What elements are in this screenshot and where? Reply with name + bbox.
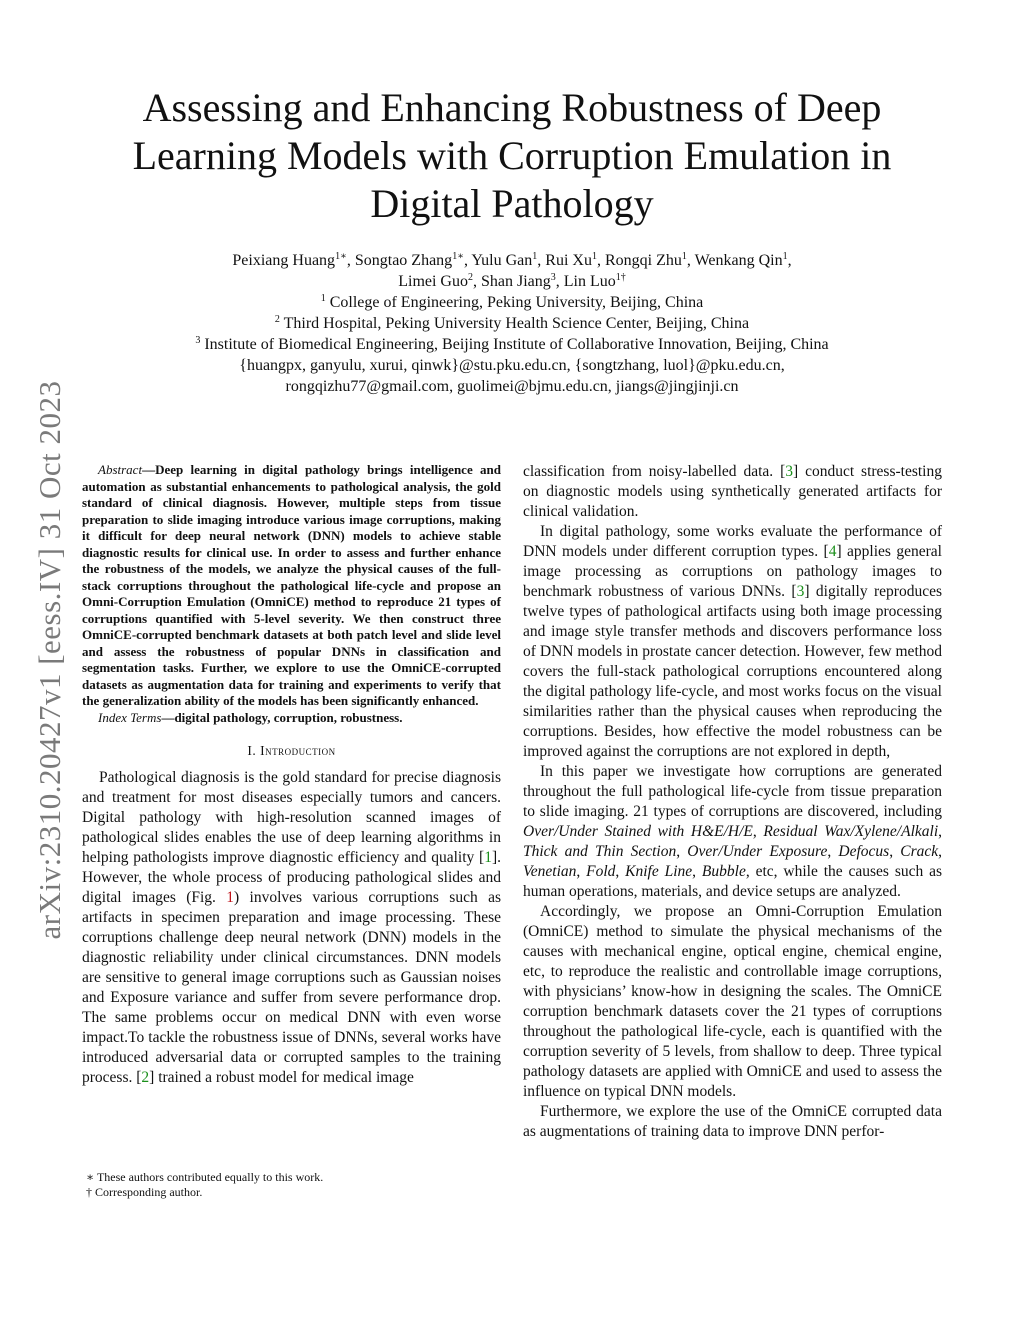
citation-link[interactable]: 1: [484, 849, 492, 866]
author-name: Wenkang Qin: [694, 252, 783, 269]
separator: ,: [615, 863, 626, 880]
abstract-text: —Deep learning in digital pathology brings intelligence and automation as substantial enhancements to pathological analysis, the gold standard of clinical diagnosis. However, multiple steps from tissue preparation to slide imaging introduce various image corruptions, making it difficult for deep neural network (DNN) models to achieve stable diagnostic results for clinical use. In order to assess and further enhance the robustness of the models, we analyze the physical causes of the full-stack corruptions throughout the pathological life-cycle and propose an Omni-Corruption Emulation (OmniCE) method to reproduce 21 types of corruptions quantified with 5-level severity. We then construct three OmniCE-corrupted benchmark datasets at both patch level and slide level and assess the robustness of popular DNNs in classification and segmentation tasks. Further, we explore to use the OmniCE-corrupted datasets as augmentation data for training and experiments to verify that the generalization ability of the models has been significantly enhanced.: [82, 462, 501, 708]
separator: ,: [938, 843, 942, 860]
separator: ,: [692, 863, 702, 880]
author-name: Peixiang Huang: [232, 252, 336, 269]
paragraph-text: ] digitally reproduces twelve types of pathological artifacts using both image processing and image style transfer methods and discovers performance loss of DNN models in prostate cancer detection. However, few method covers the full-stack pathological corruptions encountered along the digital pathology life-cycle, and most works focus on the visual similarities rather than the physical causes when reproducing the corruptions. Besides, how effective the model robustness can be improved against the corruptions are not explored in depth,: [523, 583, 942, 760]
affiliation-mark: 3: [195, 335, 201, 346]
figure-link[interactable]: 1: [226, 889, 235, 906]
author-mark: 1: [782, 251, 788, 262]
footnote-mark: ∗: [86, 1170, 95, 1184]
right-column: [523, 462, 942, 1142]
author-emails-2: rongqizhu77@gmail.com, guolimei@bjmu.edu.cn, jiangs@jingjinji.cn: [285, 378, 739, 395]
corruption-term: Defocus: [838, 843, 890, 860]
author-name: Songtao Zhang: [354, 252, 453, 269]
corruption-term: Venetian: [523, 863, 577, 880]
author-mark: 1: [532, 251, 538, 262]
author-name: Limei Guo: [398, 273, 468, 290]
corruption-term: Knife Line: [625, 863, 693, 880]
footnote-text: These authors contributed equally to this work.: [96, 1170, 324, 1184]
paragraph-text: ) involves various corruptions such as artifacts in specimen preparation and image processing. These corruptions challenge deep neural network (DNN) models in the diagnostic reliability under clinical circumstances. DNN models are sensitive to general image corruptions such as Gaussian noises and Exposure variance and suffer from severe performance drop. The same problems occur on medical DNN with even worse impact.To tackle the robustness issue of DNNs, several works have introduced adversarial data or corrupted samples to the training process. [: [82, 889, 501, 1086]
author-mark: 1: [591, 251, 597, 262]
affiliation-text: Third Hospital, Peking University Health Science Center, Beijing, China: [283, 315, 750, 332]
intro-paragraph-4: Accordingly, we propose an Omni-Corruption Emulation (OmniCE) method to simulate the physical mechanisms of the causes with mechanical engine, optical engine, chemical engine, etc, to reproduce the realistic and controllable image corruptions, with physicians’ know-how in designing the scales. The OmniCE corruption benchmark datasets cover the 21 types of corruptions throughout the pathological life-cycle, each is quantified with the corruption severity of 5 levels, from shallow to deep. Three typical pathology datasets are applied with OmniCE and used to assess the influence on typical DNN models.: [523, 903, 942, 1100]
author-mark: 2: [467, 272, 473, 283]
footnote-text: Corresponding author.: [95, 1185, 203, 1199]
author-mark: 3: [550, 272, 556, 283]
author-line-1: Peixiang Huang$^{1∗}$, Songtao Zhang$^{1∗}$, Yulu Gan$^1$, Rui Xu$^1$, Rongqi Zhu$^1$, Wenkang Qin$^1$,: [232, 251, 792, 269]
citation-link[interactable]: 2: [141, 1069, 150, 1086]
author-name: Rui Xu: [545, 252, 592, 269]
footnote-mark: †: [86, 1185, 92, 1199]
citation-link[interactable]: 3: [785, 463, 793, 480]
abstract: [82, 462, 501, 710]
citation-link[interactable]: 4: [828, 543, 837, 560]
author-block: [90, 250, 934, 397]
affiliation-mark: 2: [274, 314, 280, 325]
intro-paragraph-1: [82, 768, 501, 1088]
author-name: Yulu Gan: [471, 252, 533, 269]
corruption-term: Fold: [586, 863, 616, 880]
separator: ,: [676, 843, 688, 860]
affiliation-3: [90, 334, 934, 355]
author-name: Shan Jiang: [480, 273, 551, 290]
separator: ,: [576, 863, 587, 880]
footnote: [82, 1185, 501, 1200]
paragraph-text: ] trained a robust model for medical image: [149, 1069, 414, 1086]
author-mark: 1∗: [335, 251, 347, 262]
separator: ,: [938, 823, 943, 840]
separator: ,: [889, 843, 901, 860]
paragraph-text: ] applies general image processing as corruptions on pathology images to benchmark robustness of various DNNs. [: [523, 543, 942, 600]
abstract-lead: Abstract: [98, 462, 143, 477]
author-line-2: Limei Guo$^2$, Shan Jiang$^3$, Lin Luo$^{1\dagger}$: [398, 272, 626, 290]
paper-title: Assessing and Enhancing Robustness of Deep Learning Models with Corruption Emulation in Digital Pathology: [132, 85, 892, 226]
section-heading: [82, 742, 501, 760]
author-emails-1: {huangpx, ganyulu, xurui, qinwk}@stu.pku.edu.cn, {songtzhang, luol}@pku.edu.cn,: [239, 357, 785, 374]
arxiv-stamp: arXiv:2310.20427v1 [eess.IV] 31 Oct 2023: [32, 380, 67, 940]
corruption-term: Residual Wax/Xylene/Alkali: [763, 823, 939, 840]
paragraph-text: ] conduct stress-testing on diagnostic models using synthetically generated artifacts for clinical validation.: [523, 463, 942, 520]
corruption-term: Crack: [900, 843, 939, 860]
affiliation-text: College of Engineering, Peking University, Beijing, China: [329, 294, 704, 311]
intro-paragraph-2: [523, 522, 942, 762]
footnote: [82, 1170, 501, 1185]
affiliation-2: [90, 313, 934, 334]
affiliation-mark: 1: [320, 293, 326, 304]
section-title: Introduction: [260, 743, 336, 758]
corruption-term: Over/Under Exposure: [687, 843, 828, 860]
intro-paragraph-5: Furthermore, we explore the use of the OmniCE corrupted data as augmentations of training data to improve DNN perfor-: [523, 1103, 942, 1140]
author-name: Lin Luo: [563, 273, 616, 290]
section-numeral: I.: [247, 743, 257, 758]
index-terms: [82, 710, 501, 727]
separator: ,: [827, 843, 839, 860]
corruption-term: Bubble: [701, 863, 746, 880]
index-terms-lead: Index Terms: [98, 709, 162, 725]
intro-paragraph-3: [523, 762, 942, 902]
paragraph-text: In digital pathology, some works evaluate the performance of DNN models under different corruption types. [: [523, 523, 942, 560]
paragraph-text: In this paper we investigate how corruptions are generated throughout the full pathological life-cycle from tissue preparation to slide imaging. 21 types of corruptions are discovered, including: [523, 763, 942, 820]
affiliation-1: [90, 292, 934, 313]
citation-link[interactable]: 3: [796, 583, 805, 600]
author-name: Rongqi Zhu: [604, 252, 682, 269]
affiliation-text: Institute of Biomedical Engineering, Beijing Institute of Collaborative Innovation, Beijing, China: [204, 336, 829, 353]
corruption-term: Over/Under Stained with H&E/H/E: [523, 823, 753, 840]
footnotes: [82, 1170, 501, 1200]
author-mark: 1∗: [452, 251, 464, 262]
paragraph-text: classification from noisy-labelled data. [: [523, 463, 786, 480]
intro-paragraph-continued: [523, 462, 942, 522]
paragraph-text: ]. However, the whole process of producing pathological slides and digital images (Fig.: [82, 849, 501, 906]
author-mark: 1†: [615, 272, 626, 283]
index-terms-text: —digital pathology, corruption, robustness.: [161, 709, 403, 725]
separator: ,: [752, 823, 764, 840]
paragraph-text: , etc, while the causes such as human operations, materials, and device setups are analyzed.: [523, 863, 943, 900]
left-column: [82, 462, 501, 1088]
corruption-term: Thick and Thin Section: [523, 843, 677, 860]
author-mark: 1: [681, 251, 687, 262]
paragraph-text: Pathological diagnosis is the gold standard for precise diagnosis and treatment for most diseases especially tumors and cancers. Digital pathology with high-resolution scanned images of pathological slides enables the use of deep learning algorithms in helping pathologists improve diagnostic efficiency and quality [: [82, 769, 501, 866]
